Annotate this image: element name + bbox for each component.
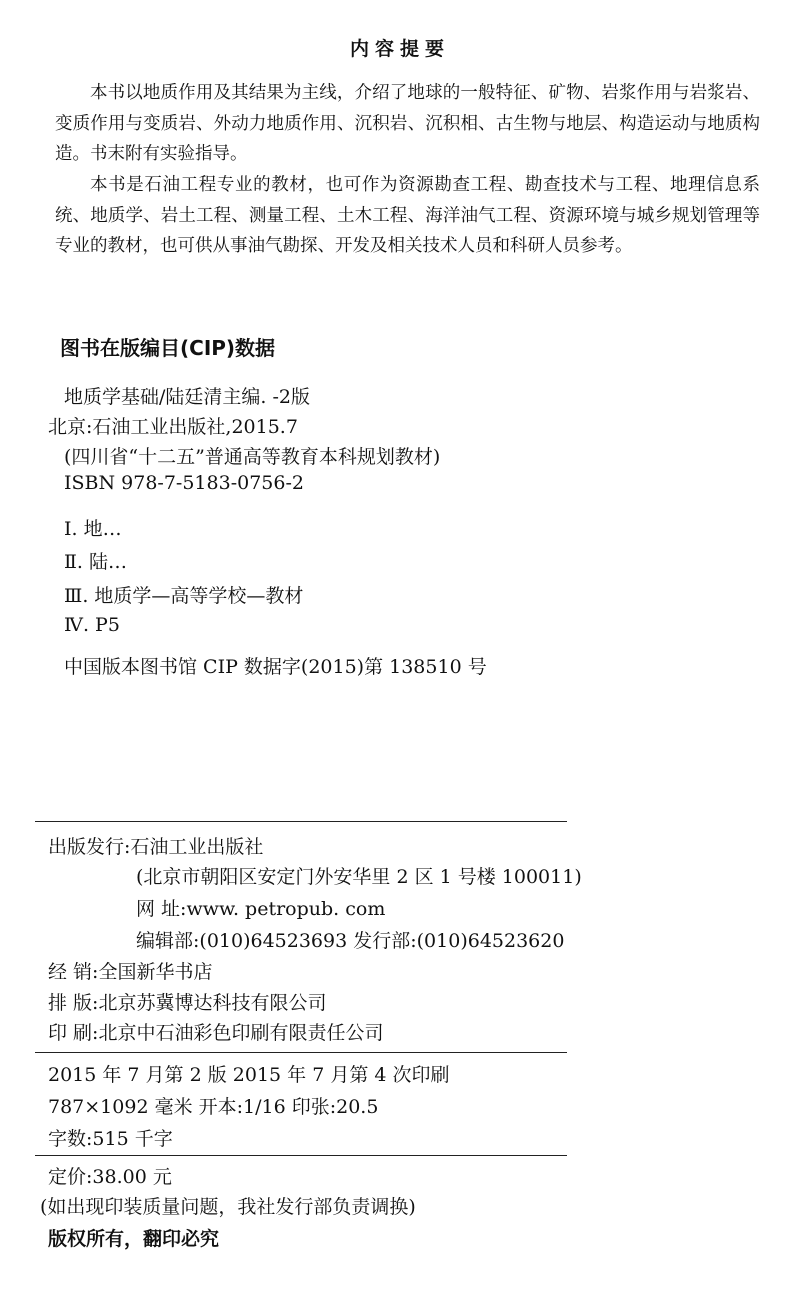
format-info: 787×1092 毫米 开本:1/16 印张:20.5 — [48, 1096, 379, 1118]
cip-line: (四川省“十二五”普通高等教育本科规划教材) — [64, 446, 441, 468]
printer: 印 刷:北京中石油彩色印刷有限责任公司 — [48, 1022, 384, 1044]
divider — [35, 1052, 567, 1053]
cip-class: Ⅱ. 陆… — [64, 551, 127, 573]
summary-title: 内容提要 — [349, 38, 450, 60]
word-count: 字数:515 千字 — [48, 1128, 173, 1150]
divider — [35, 821, 567, 822]
cip-record: 中国版本图书馆 CIP 数据字(2015)第 138510 号 — [64, 656, 487, 678]
cip-line: 地质学基础/陆廷清主编. -2版 — [64, 386, 310, 408]
divider — [35, 1155, 567, 1156]
website: 网 址:www. petropub. com — [136, 898, 386, 920]
summary-paragraph: 本书是石油工程专业的教材，也可作为资源勘查工程、勘查技术与工程、地理信息系统、地质学、岩土工程、测量工程、土木工程、海洋油气工程、资源环境与城乡规划管理等专业的教材，也可供从事油气勘探、开发及相关技术人员和科研人员参考。 — [55, 175, 760, 256]
cip-line: 北京:石油工业出版社,2015.7 — [48, 416, 298, 438]
cip-class: Ⅰ. 地… — [64, 518, 122, 540]
price: 定价:38.00 元 — [48, 1166, 172, 1188]
cip-class: Ⅲ. 地质学—高等学校—教材 — [64, 585, 304, 607]
distributor: 经 销:全国新华书店 — [48, 961, 213, 983]
cip-class: Ⅳ. P5 — [64, 614, 120, 636]
cip-line: ISBN 978-7-5183-0756-2 — [64, 472, 304, 494]
publisher-address: (北京市朝阳区安定门外安华里 2 区 1 号楼 100011) — [136, 866, 582, 888]
phones: 编辑部:(010)64523693 发行部:(010)64523620 — [136, 930, 565, 952]
cip-heading: 图书在版编目(CIP)数据 — [60, 336, 276, 360]
copyright-notice: 版权所有，翻印必究 — [48, 1228, 220, 1250]
summary-paragraph: 本书以地质作用及其结果为主线，介绍了地球的一般特征、矿物、岩浆作用与岩浆岩、变质作用与变质岩、外动力地质作用、沉积岩、沉积相、古生物与地层、构造运动与地质构造。书末附有实验指导。 — [55, 83, 760, 164]
edition-info: 2015 年 7 月第 2 版 2015 年 7 月第 4 次印刷 — [48, 1064, 450, 1086]
typesetter: 排 版:北京苏冀博达科技有限公司 — [48, 992, 327, 1014]
quality-notice: (如出现印装质量问题，我社发行部负责调换) — [40, 1196, 416, 1218]
publisher: 出版发行:石油工业出版社 — [48, 836, 264, 858]
